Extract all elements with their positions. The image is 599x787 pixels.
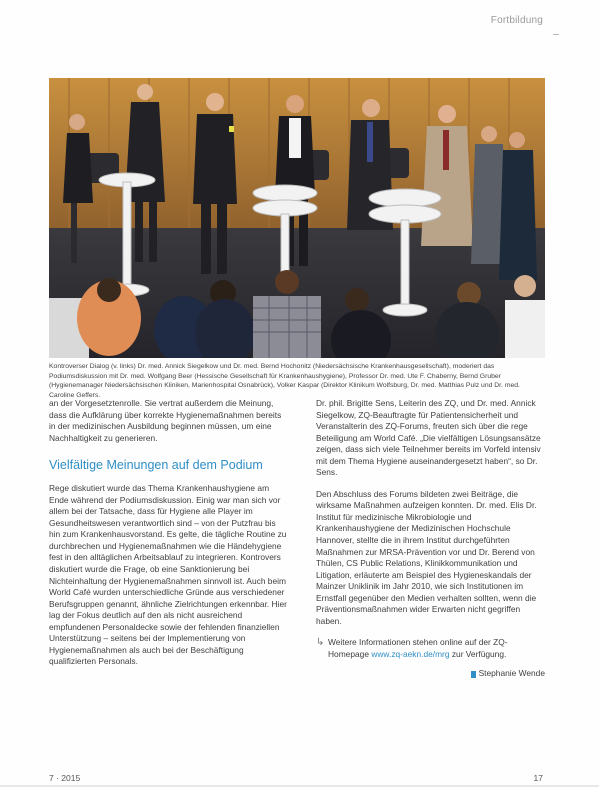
- issue-number: 7 · 2015: [49, 773, 81, 783]
- podium-photo: [49, 78, 545, 358]
- paragraph-closing: Den Abschluss des Forums bildeten zwei Beiträge, die wirksame Maßnahmen aufzeigen konnten. Dr. med. Elis Dr. Institut für medizinische Mikrobiologie und Krankenhaushygiene der Medizinischen Hochschule Hannover, stellte die in ihrem Institut durchgeführten Maßnahmen zur MRSA-Prävention vor und Dr. Berend von Thülen, CS Public Relations, Klinikkommunikation und Litigation, erläuterte am Beispiel des Hygieneskandals der Mainzer Uniklinik im Jahr 2010, wie sich Institutionen im Ernstfall gegenüber den Medien verhalten sollten, wenn die Präventionsmaßnahmen wider Erwarten nicht gegriffen haben.: [316, 488, 537, 626]
- body-paragraph: Rege diskutiert wurde das Thema Krankenhaushygiene am Ende während der Podiumsdiskussion. Einig war man sich vor allem bei der Tatsache, dass für Hygiene alle Player im Gesundheitswesen verantwortlich sind – von der Putzfrau bis hin zum Krankenhausvorstand. Es gelte, die tägliche Routine zu durchbrechen und Hygienemaßnahmen wie die Händehygiene fest in den alltäglichen Arbeitsablauf zu integrieren. Kontrovers diskutiert wurde die Frage, ob eine Sanktionierung bei Nichteinhaltung der Hygienemaßnahmen sinnvoll ist. Auch beim World Café wurden unterschiedliche Gründe aus verschiedener Berufsgruppen genannt, ähnliche Zielrichtungen erkennbar. Hier lag der Fokus deutlich auf den als nicht ausreichend empfundenen Personaldecke sowie der fehlenden finanziellen Unterstützung – seitens bei der Implementierung von Hygienemaßnahmen als auch bei der Beschäftigung qualifizierten Personals.: [49, 483, 287, 667]
- header-rule: [553, 34, 559, 35]
- paragraph-sens: Dr. phil. Brigitte Sens, Leiterin des ZQ, und Dr. med. Annick Siegelkow, ZQ-Beauftragte für Patientensicherheit und Veranstalterin des ZQ-Forums, freuten sich über die rege Beteiligung am World Café. „Die vielfältigen Lösungsansätze zeigen, dass sich viele Teilnehmer bereits im Vorfeld intensiv mit dem Thema Hygiene auseinandergesetzt haben“, so Dr. Sens.: [316, 398, 541, 478]
- section-heading: Vielfältige Meinungen auf dem Podium: [49, 458, 263, 473]
- left-column: [49, 398, 289, 668]
- info-note: [316, 637, 545, 660]
- photo-caption: Kontroverser Dialog (v. links) Dr. med. Annick Siegelkow und Dr. med. Bernd Hochonitz (Niedersächsische Krankenhausgesellschaft), moderiert das Podiumsdiskussion mit Dr. med. Wolfgang Beer (Hessische Gesellschaft für Krankenhaushygiene), Professor Dr. med. Ute F. Chaberny, Bernd Gruber (Hygienemanager Niedersächsischen Kliniken, Marienhospital Osnabrück), Volker Kaspar (Direktor Klinikum Wolfsburg, Dr. med. Matthias Pulz und Dr. med. Caroline Geffers.: [49, 363, 520, 399]
- zq-homepage-link[interactable]: www.zq-aekn.de/mrg: [371, 648, 450, 659]
- intro-paragraph: an der Vorgesetztenrolle. Sie vertrat außerdem die Meinung, dass die Aufklärung über korrekte Hygienemaßnahmen bereits in der medizinischen Ausbildung beginnen müssen, um eine Nachhaltigkeit zu generieren.: [49, 398, 282, 443]
- section-label: Fortbildung: [490, 15, 543, 26]
- author-name: Stephanie Wende: [478, 668, 545, 679]
- info-prefix: Weitere Informationen stehen online auf der ZQ-Homepage: [328, 637, 508, 659]
- page-number: 17: [533, 773, 543, 783]
- info-suffix: zur Verfügung.: [449, 648, 507, 659]
- podium-discussion-photo-icon: [49, 78, 545, 358]
- pointer-arrow-icon: ↳: [316, 637, 325, 649]
- author-signature: [316, 668, 545, 680]
- right-column: [316, 398, 545, 680]
- author-marker-icon: [471, 671, 476, 678]
